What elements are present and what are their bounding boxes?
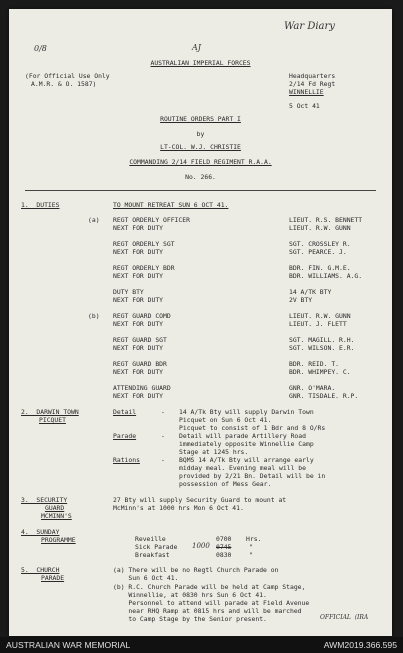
archive-footer xyxy=(0,637,403,653)
by-line: by xyxy=(196,130,205,138)
programme-label: Sick Parade xyxy=(135,543,178,551)
org-title: AUSTRALIAN IMPERIAL FORCES xyxy=(150,59,251,67)
programme-unit: " xyxy=(249,551,253,559)
duty-role: REGT GUARD COMD xyxy=(113,312,171,320)
parade-text: immediately opposite Winnellie Camp xyxy=(179,440,314,448)
church-text-b: Personnel to attend will parade at Field Avenue xyxy=(113,599,310,607)
duty-role: NEXT FOR DUTY xyxy=(113,296,164,304)
section-5-heading-line-2: PARADE xyxy=(41,574,65,582)
programme-unit: " xyxy=(249,543,253,551)
section-4-heading-line-2: PROGRAMME xyxy=(41,536,76,544)
duty-name: SGT. WILSON. E.R. xyxy=(289,344,355,352)
duty-role: REGT ORDERLY OFFICER xyxy=(113,216,190,224)
programme-time: 0700 xyxy=(216,535,232,543)
duty-name: LIEUT. J. FLETT xyxy=(289,320,347,328)
duty-role: NEXT FOR DUTY xyxy=(113,272,164,280)
security-text: McMinn's at 1000 hrs Mon 6 Oct 41. xyxy=(113,504,244,512)
church-text-a: Sun 6 Oct 41. xyxy=(113,574,179,582)
handwritten-file-mark: 0/8 xyxy=(34,44,47,53)
rations-label: Rations xyxy=(113,456,140,464)
church-text-b: Winnellie, at 0830 hrs Sun 6 Oct 41. xyxy=(113,591,267,599)
section-3-heading-line-3: MCMINN'S xyxy=(41,512,72,520)
programme-unit: Hrs. xyxy=(246,535,262,543)
document-title: ROUTINE ORDERS PART I xyxy=(160,115,241,123)
handwritten-time-correction: 1000 xyxy=(192,542,210,550)
handwritten-war-diary: War Diary xyxy=(284,21,335,32)
commanding-unit: COMMANDING 2/14 FIELD REGIMENT R.A.A. xyxy=(129,158,272,166)
rations-text: provided by 2/21 Bn. Detail will be in xyxy=(179,472,326,480)
order-document xyxy=(9,9,392,636)
duty-role: NEXT FOR DUTY xyxy=(113,344,164,352)
duty-role: ATTENDING GUARD xyxy=(113,384,171,392)
archive-name: AUSTRALIAN WAR MEMORIAL xyxy=(6,640,131,650)
duty-name: LIEUT. R.S. BENNETT xyxy=(289,216,363,224)
programme-time: 0745 xyxy=(216,543,232,551)
dash: - xyxy=(161,408,165,416)
duty-name: GNR. TISDALE. R.P. xyxy=(289,392,359,400)
duties-subsection-b: (b) xyxy=(88,312,100,320)
section-4-heading: 4. SUNDAY xyxy=(21,528,60,536)
church-text-b: to Camp Stage by the Senior present. xyxy=(113,615,267,623)
duty-name: BDR. WILLIAMS. A.G. xyxy=(289,272,363,280)
duty-name: 14 A/TK BTY xyxy=(289,288,332,296)
duty-role: NEXT FOR DUTY xyxy=(113,224,164,232)
order-date: 5 Oct 41 xyxy=(289,102,320,110)
duties-subsection-a: (a) xyxy=(88,216,100,224)
section-3-heading: 3. SECURITY xyxy=(21,496,68,504)
duty-role: REGT GUARD SGT xyxy=(113,336,167,344)
duty-role: NEXT FOR DUTY xyxy=(113,368,164,376)
rations-text: possession of Mess Gear. xyxy=(179,480,272,488)
rations-text: midday meal. Evening meal will be xyxy=(179,464,306,472)
dash: - xyxy=(161,432,165,440)
church-text-a: (a) There will be no Regtl Church Parade on xyxy=(113,566,279,574)
programme-time: 0830 xyxy=(216,551,232,559)
hq-location: WINNELLIE xyxy=(289,88,324,96)
section-5-heading: 5. CHURCH xyxy=(21,566,60,574)
section-2-heading-line-2: PICQUET xyxy=(39,416,66,424)
rations-text: BQMS 14 A/Tk Bty will arrange early xyxy=(179,456,314,464)
duty-name: BDR. FIN. G.M.E. xyxy=(289,264,351,272)
duty-role: REGT GUARD BDR xyxy=(113,360,167,368)
security-text: 27 Bty will supply Security Guard to mount at xyxy=(113,496,287,504)
section-1-heading: 1. DUTIES xyxy=(21,201,60,209)
detail-text: 14 A/Tk Bty will supply Darwin Town xyxy=(179,408,314,416)
church-text-b: (b) R.C. Church Parade will be held at Camp Stage, xyxy=(113,583,306,591)
duty-name: SGT. PEARCE. J. xyxy=(289,248,347,256)
duty-role: NEXT FOR DUTY xyxy=(113,320,164,328)
handwritten-signature: OFFICIAL (IRA xyxy=(320,614,369,621)
duty-role: REGT ORDERLY BDR xyxy=(113,264,175,272)
programme-label: Reveille xyxy=(135,535,166,543)
section-2-heading: 2. DARWIN TOWN xyxy=(21,408,79,416)
hq-line-1: Headquarters xyxy=(289,72,336,80)
archive-reference: AWM2019.366.595 xyxy=(323,640,397,650)
parade-text: Detail will parade Artillery Road xyxy=(179,432,306,440)
hq-line-2: 2/14 Fd Regt xyxy=(289,80,336,88)
duty-name: 2V BTY xyxy=(289,296,313,304)
duty-name: BDR. WHIMPEY. C. xyxy=(289,368,351,376)
official-use-line-2: A.M.R. & O. 1587) xyxy=(31,80,97,88)
duty-name: SGT. MAGILL. R.H. xyxy=(289,336,355,344)
duty-name: LIEUT. R.W. GUNN xyxy=(289,224,351,232)
duty-role: DUTY BTY xyxy=(113,288,144,296)
handwritten-initials: AJ xyxy=(192,43,201,52)
section-3-heading-line-2: GUARD xyxy=(45,504,65,512)
commanding-officer: LT-COL. W.J. CHRISTIE xyxy=(160,143,241,151)
order-number: No. 266. xyxy=(185,173,216,181)
parade-text: Stage at 1245 hrs. xyxy=(179,448,249,456)
detail-text: Picquet to consist of 1 Bdr and 8 O/Rs xyxy=(179,424,326,432)
duty-role: NEXT FOR DUTY xyxy=(113,392,164,400)
duty-role: NEXT FOR DUTY xyxy=(113,248,164,256)
official-use-line-1: (For Official Use Only xyxy=(25,72,110,80)
parade-label: Parade xyxy=(113,432,137,440)
separator-line xyxy=(25,190,376,191)
duty-name: SGT. CROSSLEY R. xyxy=(289,240,351,248)
duty-name: GNR. O'MARA. xyxy=(289,384,336,392)
programme-label: Breakfast xyxy=(135,551,170,559)
church-text-b: near RHQ Ramp at 0815 hrs and will be marched xyxy=(113,607,302,615)
duty-name: BDR. REID. T. xyxy=(289,360,340,368)
duty-role: REGT ORDERLY SGT xyxy=(113,240,175,248)
dash: - xyxy=(161,456,165,464)
duty-name: LIEUT. R.W. GUNN xyxy=(289,312,351,320)
duties-heading: TO MOUNT RETREAT SUN 6 OCT 41. xyxy=(113,201,229,209)
detail-label: Detail xyxy=(113,408,137,416)
detail-text: Picquet on Sun 6 Oct 41. xyxy=(179,416,272,424)
